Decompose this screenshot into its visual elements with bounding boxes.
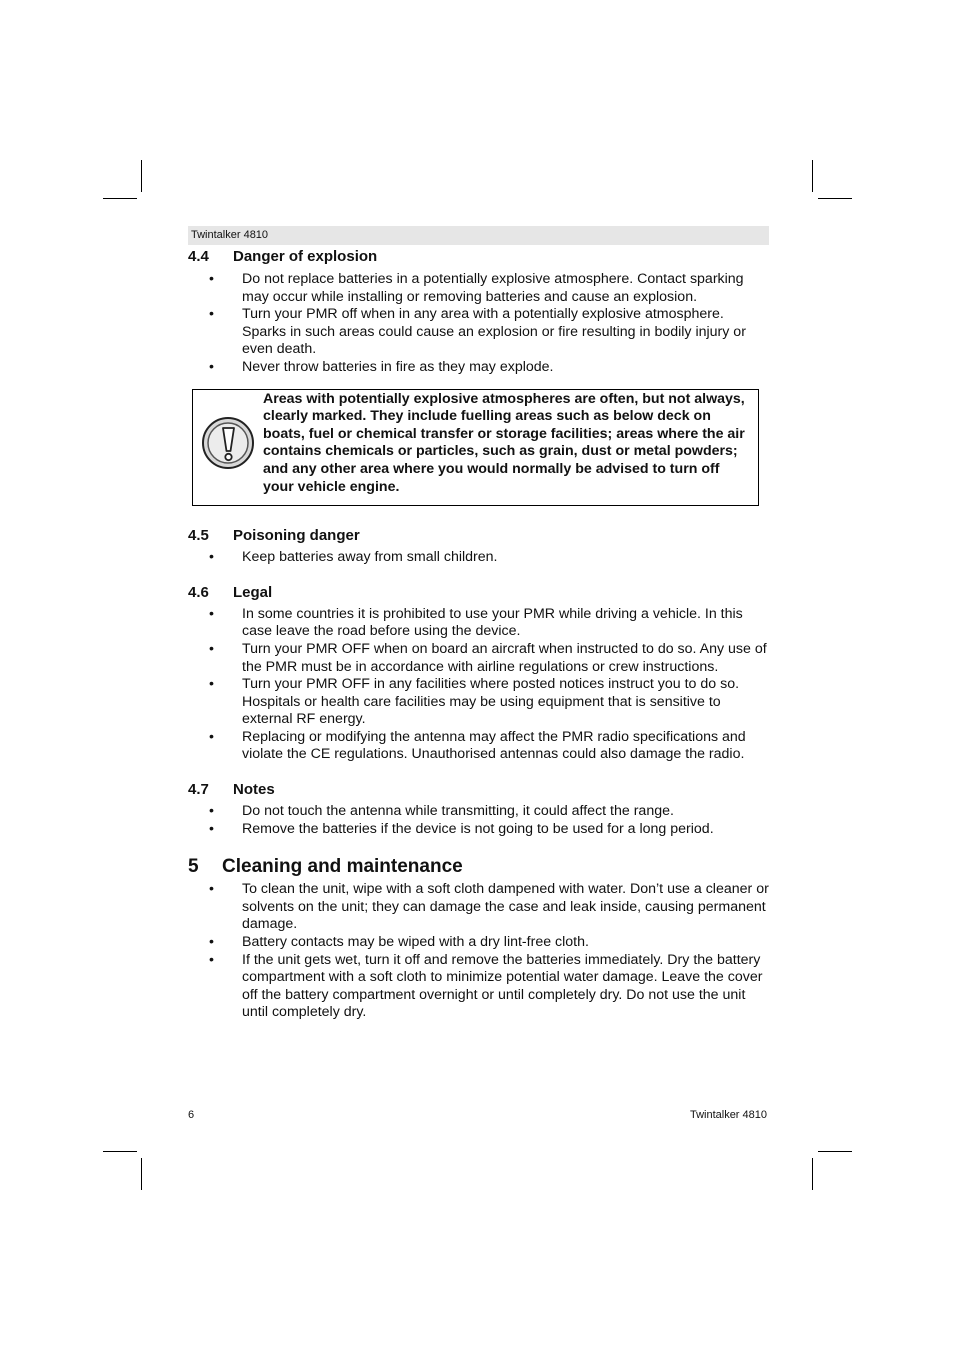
- list-item: • Turn your PMR off when in any area with a potentially explosive atmosphere. Sparks in such areas could cause an explosion or fire resulting in bodily injury or even death.: [188, 306, 769, 359]
- crop-mark: [141, 1158, 142, 1190]
- crop-mark: [812, 1158, 813, 1190]
- crop-mark: [103, 198, 137, 199]
- bullet-list: [188, 549, 769, 567]
- list-item: • Do not touch the antenna while transmitting, it could affect the range.: [188, 803, 769, 821]
- crop-mark: [818, 198, 852, 199]
- chapter-number: 5: [188, 856, 199, 878]
- warning-text: Areas with potentially explosive atmospheres are often, but not always, clearly marked. They include fuelling areas such as below deck on boats, fuel or chemical transfer or storage facilities; areas where the air contains chemicals or particles, such as grain, dust or metal powders; and any other area where you would normally be advised to turn off your vehicle engine.: [263, 390, 745, 495]
- section-title: Danger of explosion: [233, 248, 378, 265]
- section-title: Poisoning danger: [233, 527, 360, 545]
- section-number: 4.7: [188, 781, 209, 799]
- crop-mark: [818, 1151, 852, 1152]
- list-item: • To clean the unit, wipe with a soft cloth dampened with water. Don’t use a cleaner or solvents on the unit; they can damage the case and leak inside, causing permanent damage.: [188, 881, 769, 934]
- section-heading: [188, 248, 769, 266]
- list-item: • Turn your PMR OFF when on board an aircraft when instructed to do so. Any use of the PMR must be in accordance with airline regulations or crew instructions.: [188, 641, 769, 676]
- running-header: Twintalker 4810: [188, 226, 769, 245]
- list-item: • Keep batteries away from small children.: [188, 549, 769, 567]
- list-item: • Remove the batteries if the device is not going to be used for a long period.: [188, 821, 769, 839]
- section-number: 4.4: [188, 248, 209, 265]
- crop-mark: [103, 1151, 137, 1152]
- section-title: Legal: [233, 583, 273, 601]
- list-item: • Replacing or modifying the antenna may affect the PMR radio specifications and violate the CE regulations. Unauthorised antennas could also damage the radio.: [188, 729, 769, 764]
- list-item: • Never throw batteries in fire as they may explode.: [188, 359, 769, 377]
- crop-mark: [141, 160, 142, 192]
- footer-product: Twintalker 4810: [689, 1109, 767, 1121]
- crop-mark: [812, 160, 813, 192]
- chapter-heading: [188, 855, 769, 879]
- page-number: 6: [188, 1109, 195, 1121]
- section-heading: [188, 584, 769, 602]
- bullet-list: [188, 803, 769, 838]
- section-heading: [188, 527, 769, 545]
- list-item: • Do not replace batteries in a potentially explosive atmosphere. Contact sparking may occur while installing or removing batteries and cause an explosion.: [188, 271, 769, 306]
- list-item: • In some countries it is prohibited to use your PMR while driving a vehicle. In this case leave the road before using the device.: [188, 606, 769, 641]
- warning-box: [192, 389, 759, 507]
- bullet-list: [188, 271, 769, 377]
- bullet-list: [188, 606, 769, 764]
- list-item: • Battery contacts may be wiped with a dry lint-free cloth.: [188, 934, 769, 952]
- list-item: • Turn your PMR OFF in any facilities where posted notices instruct you to do so. Hospitals or health care facilities may be using equipment that is sensitive to external RF energy.: [188, 676, 769, 729]
- list-item: • If the unit gets wet, turn it off and remove the batteries immediately. Dry the battery compartment with a soft cloth to minimize potential water damage. Leave the cover off the battery compartment overnight or until completely dry. Do not use the unit until completely dry.: [188, 952, 769, 1022]
- warning-icon-wrap: [193, 390, 263, 497]
- exclamation-icon: [201, 416, 255, 470]
- section-number: 4.6: [188, 583, 209, 601]
- section-title: Notes: [233, 781, 275, 799]
- section-number: 4.5: [188, 527, 209, 545]
- bullet-list: [188, 881, 769, 1022]
- page-content: [188, 248, 769, 1022]
- chapter-title: Cleaning and maintenance: [222, 856, 463, 878]
- section-heading: [188, 781, 769, 799]
